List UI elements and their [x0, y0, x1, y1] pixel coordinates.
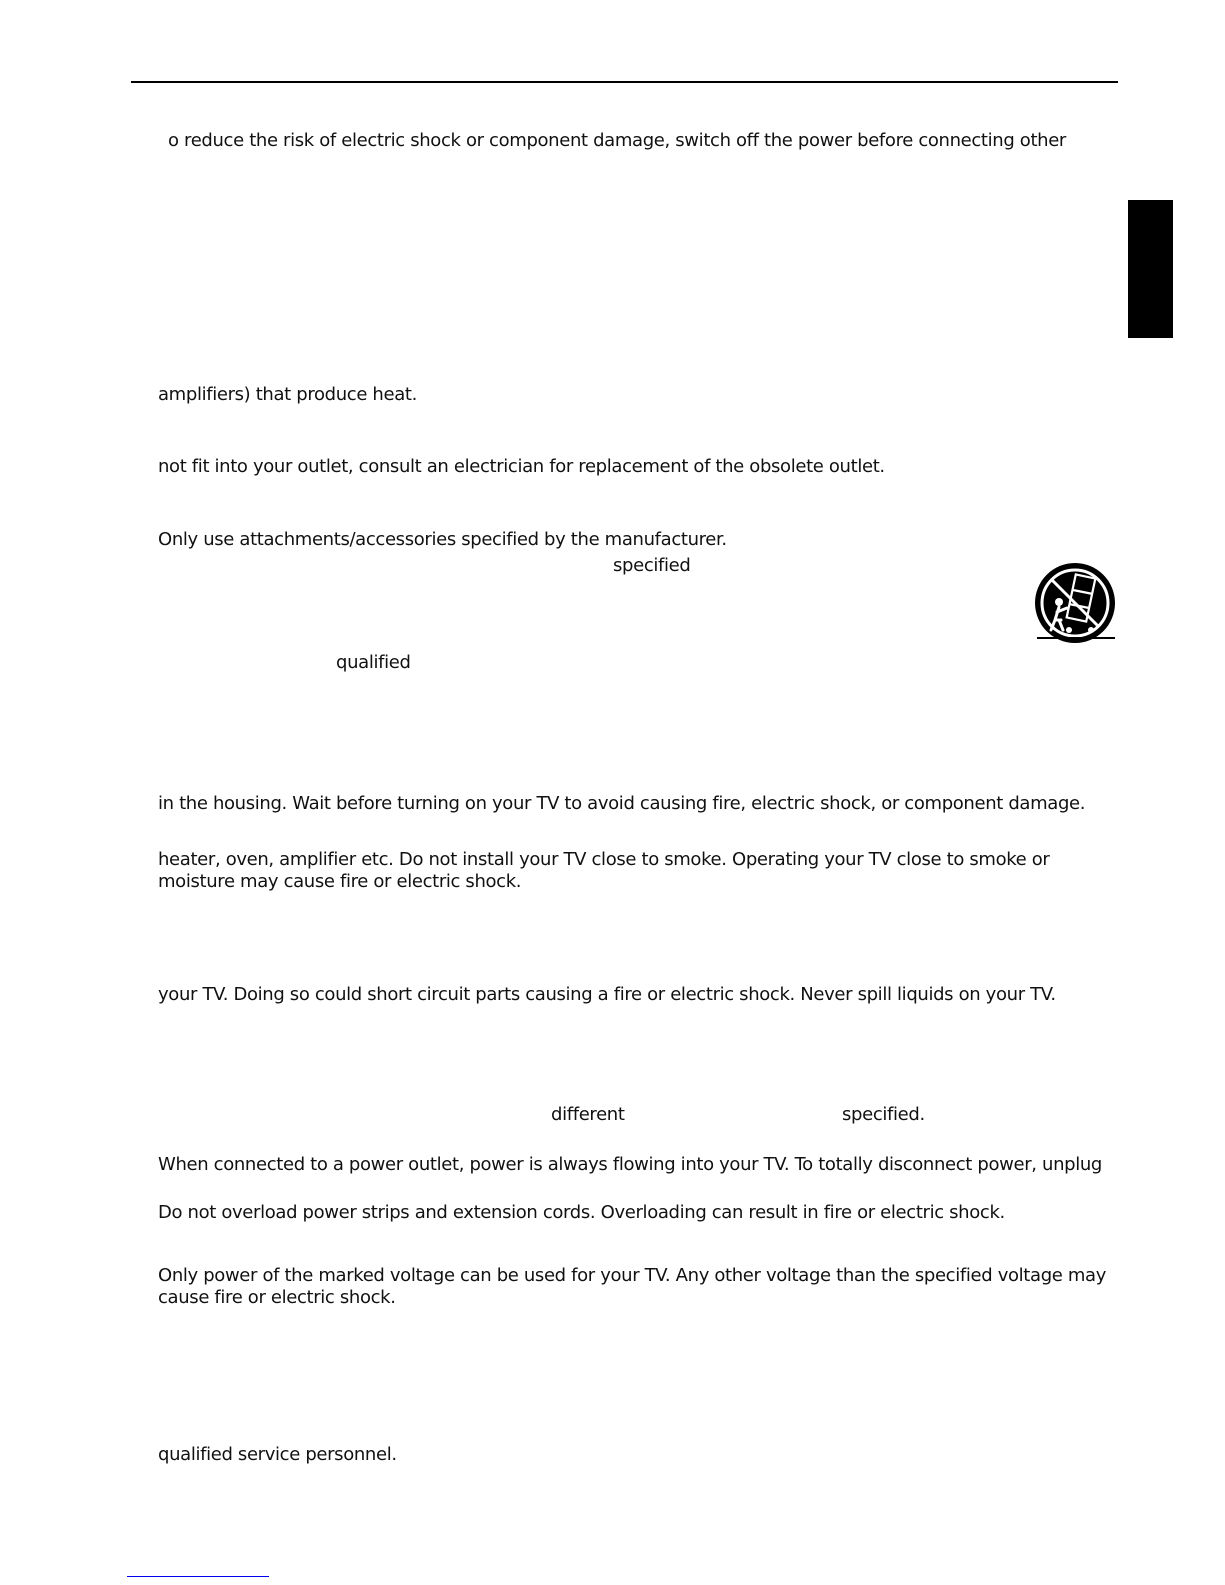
no-cart-tip-over-icon [1033, 562, 1119, 648]
text-fragment-specified: specified [613, 555, 691, 576]
footer-link-underline[interactable] [127, 1576, 269, 1577]
text-line-12: When connected to a power outlet, power is always flowing into your TV. To totally disconnect power, unplug [158, 1154, 1102, 1175]
text-line-13: Do not overload power strips and extension cords. Overloading can result in fire or electric shock. [158, 1202, 1005, 1223]
text-line-15: qualified service personnel. [158, 1444, 397, 1465]
text-fragment-qualified: qualified [336, 652, 411, 673]
text-line-4: Only use attachments/accessories specified by the manufacturer. [158, 529, 727, 550]
text-line-2: amplifiers) that produce heat. [158, 384, 417, 405]
text-line-3: not fit into your outlet, consult an electrician for replacement of the obsolete outlet. [158, 456, 885, 477]
text-line-1: o reduce the risk of electric shock or component damage, switch off the power before connecting other [168, 130, 1066, 151]
text-line-7: in the housing. Wait before turning on your TV to avoid causing fire, electric shock, or component damage. [158, 793, 1086, 814]
text-paragraph-14: Only power of the marked voltage can be used for your TV. Any other voltage than the specified voltage may cause fire or electric shock. [158, 1265, 1107, 1308]
language-side-tab [1128, 200, 1173, 338]
text-fragment-different: different [551, 1104, 625, 1125]
text-paragraph-8: heater, oven, amplifier etc. Do not install your TV close to smoke. Operating your TV close to smoke or moisture may cause fire or electric shock. [158, 849, 1050, 892]
text-line-9: your TV. Doing so could short circuit parts causing a fire or electric shock. Never spill liquids on your TV. [158, 984, 1056, 1005]
header-rule [131, 81, 1118, 83]
text-fragment-specified-2: specified. [842, 1104, 925, 1125]
